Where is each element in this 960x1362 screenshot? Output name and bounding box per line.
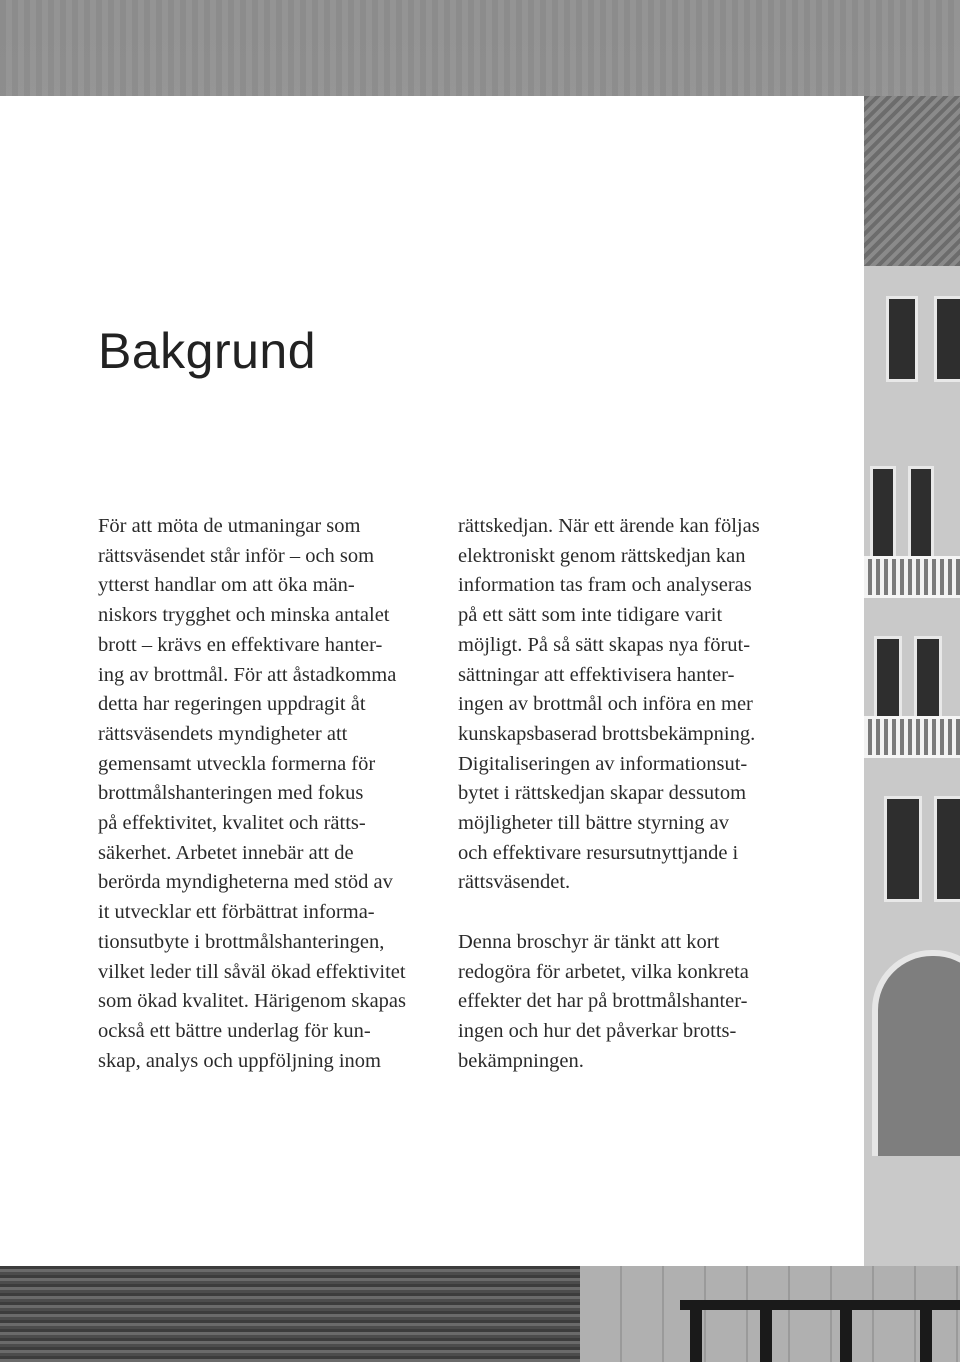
text-line: på ett sätt som inte tidigare varit [458, 604, 723, 627]
photo-window [908, 466, 934, 562]
text-line: vilket leder till såväl ökad effektivitet [98, 960, 406, 983]
text-line: och effektivare resursutnyttjande i [458, 841, 739, 864]
text-line: brottmålshanteringen med fokus [98, 782, 364, 805]
text-line: Denna broschyr är tänkt att kort [458, 930, 720, 953]
page-title: Bakgrund [98, 323, 317, 379]
photo-window [874, 636, 902, 722]
text-line: ytterst handlar om att öka män- [98, 574, 355, 597]
text-line: Digitaliseringen av informationsut- [458, 752, 748, 775]
photo-window [914, 636, 942, 722]
text-line: tionsutbyte i brottmålshanteringen, [98, 930, 385, 953]
text-line: niskors trygghet och minska antalet [98, 604, 390, 627]
text-line: bekämpningen. [458, 1049, 584, 1072]
photo-window [934, 796, 960, 902]
photo-railing-post [840, 1300, 852, 1362]
text-line: på effektivitet, kvalitet och rätts- [98, 812, 366, 835]
photo-window [934, 296, 960, 382]
text-line: effekter det har på brottmålshanter- [458, 990, 748, 1013]
text-line: brott – krävs en effektivare hanter- [98, 633, 383, 656]
text-line: För att möta de utmaningar som [98, 515, 361, 537]
text-line: som ökad kvalitet. Härigenom skapas [98, 990, 407, 1013]
photo-roof [864, 96, 960, 266]
text-line: ingen av brottmål och införa en mer [458, 693, 753, 716]
text-line: detta har regeringen uppdragit åt [98, 693, 366, 716]
paragraph [458, 928, 803, 1077]
text-line: sättningar att effektivisera hanter- [458, 663, 735, 686]
text-line: säkerhet. Arbetet innebär att de [98, 841, 354, 864]
photo-railing-post [760, 1300, 772, 1362]
text-line: information tas fram och analyseras [458, 574, 752, 597]
photo-window [870, 466, 896, 562]
text-line: gemensamt utveckla formerna för [98, 752, 376, 775]
text-line: rättsväsendet. [458, 871, 571, 894]
text-line: rättskedjan. När ett ärende kan följas [458, 515, 760, 537]
paragraph [98, 512, 443, 1076]
text-line: rättsväsendets myndigheter att [98, 722, 348, 745]
photo-top-band [0, 0, 960, 96]
photo-railing-post [690, 1300, 702, 1362]
photo-window [886, 296, 918, 382]
text-line: också ett bättre underlag för kun- [98, 1019, 371, 1042]
photo-arch [872, 950, 960, 1156]
text-line: skap, analys och uppföljning inom [98, 1049, 381, 1072]
text-line: möjligheter till bättre styrning av [458, 812, 729, 835]
text-line: elektroniskt genom rättskedjan kan [458, 544, 746, 567]
text-line: berörda myndigheterna med stöd av [98, 871, 393, 894]
text-line: möjligt. På så sätt skapas nya förut- [458, 633, 751, 656]
paragraph [458, 512, 803, 898]
photo-balcony [864, 556, 960, 598]
text-line: ing av brottmål. För att åstadkomma [98, 663, 397, 686]
text-column-right [458, 512, 803, 1076]
photo-window [884, 796, 922, 902]
text-column-left [98, 512, 443, 1076]
photo-railing [680, 1300, 960, 1310]
photo-railing-post [920, 1300, 932, 1362]
text-line: ingen och hur det påverkar brotts- [458, 1019, 737, 1042]
text-line: kunskapsbaserad brottsbekämpning. [458, 722, 756, 745]
photo-balcony [864, 716, 960, 758]
text-line: redogöra för arbetet, vilka konkreta [458, 960, 749, 983]
text-line: bytet i rättskedjan skapar dessutom [458, 782, 747, 805]
text-line: it utvecklar ett förbättrat informa- [98, 901, 375, 924]
text-line: rättsväsendet står inför – och som [98, 544, 375, 567]
